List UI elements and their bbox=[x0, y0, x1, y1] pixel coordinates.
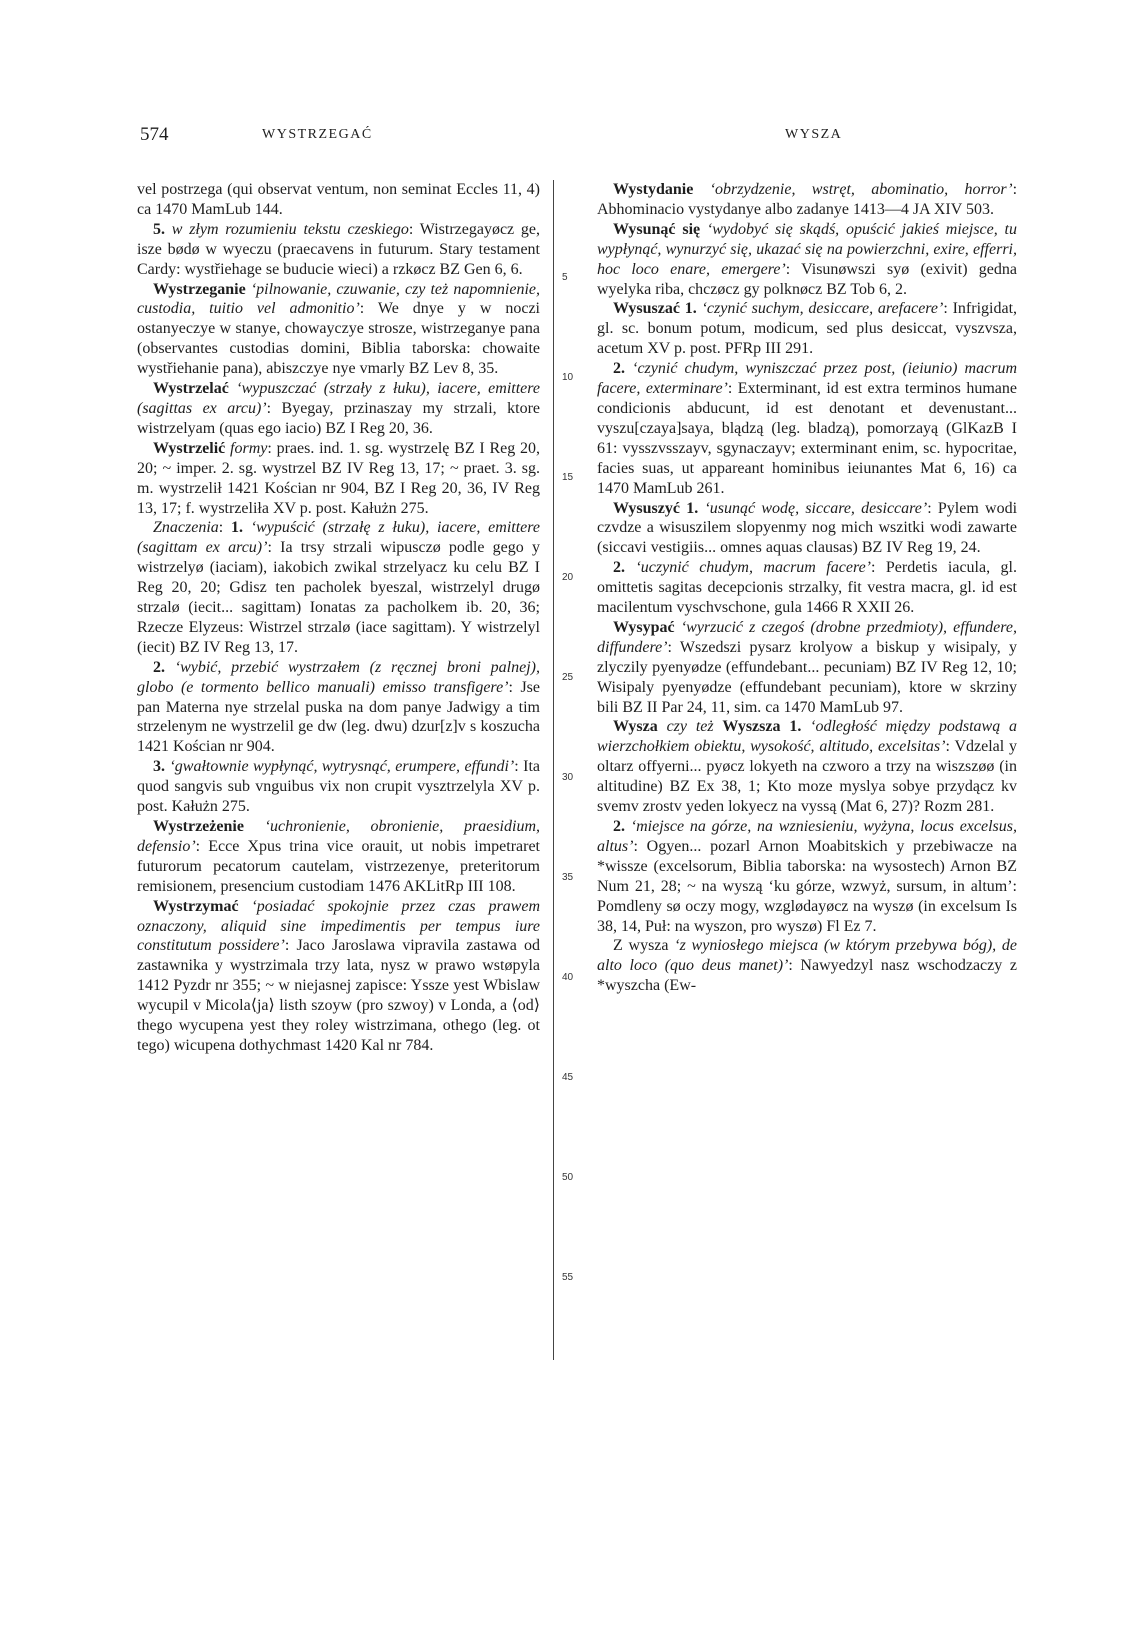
page-number: 574 bbox=[140, 124, 169, 145]
line-number-gutter bbox=[556, 180, 584, 1360]
definition: ‘usunąć wodę, siccare, desiccare’ bbox=[704, 499, 928, 517]
headword: Wysypać bbox=[613, 618, 675, 636]
sense-paragraph: 2. ‘miejsce na górze, na wzniesieniu, wyżyna, locus excelsus, altus’: Ogyen... pozarl Arnon Moabitskich y przebiwacze na *wissze (excelsorum, Biblia taborska: na wysostech) Arnon BZ Num 21, 28; ~ na wyszą ‘ku górze, wzwyż, sursum, in altum’: Pomdleny sø oczy mogy, wzglødayøcz na wyszø (in excelsum Is 38, 14, Puł: na wyszon, pro wyszø) Fl Ez 7. bbox=[597, 818, 1018, 935]
entry-wystrzelac: Wystrzelać ‘wypuszczać (strzały z łuku), iacere, emittere (sagittas ex arcu)’: Byegay, przinaszay my strzali, ktore wistrzelyam (quas ego iacio) BZ I Reg 20, 36. bbox=[137, 380, 541, 437]
line-number: 45 bbox=[562, 1072, 574, 1083]
line-number: 35 bbox=[562, 872, 574, 883]
line-number: 30 bbox=[562, 772, 574, 783]
entry-wysunac-sie: Wysunąć się ‘wydobyć się skądś, opuścić jakieś miejsce, tu wypłynąć, wynurzyć się, ukazać się na powierzchni, exire, efferri, hoc loco enare, emergere’: Visunøwszi syø (exivit) gedna wyelyka riba, chczøcz gy polknøcz BZ Tob 6, 2. bbox=[597, 220, 1017, 298]
line-number: 40 bbox=[562, 972, 574, 983]
headword: Wystydanie bbox=[613, 181, 694, 198]
entry-wysza: Wysza czy też Wyszsza 1. ‘odległość między podstawą a wierzchołkiem obiektu, wysokość, altitudo, excelsitas’: Vdzelal y oltarz offyerni... pyøcz lokyeth na czworo a trzy na wiszszøø (in altitudine) BZ Ex 38, 1; Kto moze myslya sobye przydącz kv svemv zrostv yeden lokyecz na vyssą (Mat 6, 27)? Rozm 281. bbox=[597, 718, 1018, 816]
guide-word-left: WYSTRZEGAĆ bbox=[262, 127, 373, 142]
definition: ‘wypuszczać (strzały z łuku), iacere, emittere (sagittas ex arcu)’ bbox=[137, 380, 541, 417]
definition: ‘pilnowanie, czuwanie, czy też napomnienie, custodia, tuitio vel admonitio’ bbox=[137, 280, 540, 318]
sense-paragraph: 2. ‘wybić, przebić wystrzałem (z ręcznej broni palnej), globo (e tormento bellico manuali) emisso transfigere’: Jse pan Materna nye strzelal puska na dom panye Jadwigy a tim strzelenym ne wystrzelil ge dw (leg. dwu) dzur[z]v s koszucha 1421 Kościan nr 904. bbox=[137, 658, 541, 756]
line-number: 55 bbox=[562, 1272, 574, 1283]
sense-paragraph: 3. ‘gwałtownie wypłynąć, wytrysnąć, erumpere, effundi’: Ita quod sangvis sub vnguibus vix non crupit vysztrzelyla XV p. post. Kałużn 275. bbox=[137, 758, 541, 816]
headword: Wystrzymać bbox=[153, 897, 239, 915]
sense-paragraph: 2. ‘uczynić chudym, macrum facere’: Perdetis iacula, gl. omittetis sagitas decepcionis strzalky, fit vestra macra, gl. id est macilentum vyschvschone, gula 1466 R XXII 26. bbox=[597, 559, 1017, 617]
definition: ‘czynić suchym, desiccare, arefacere’ bbox=[701, 300, 944, 318]
definition: ‘wyrzucić z czegoś (drobne przedmioty), effundere, diffundere’ bbox=[597, 618, 1018, 656]
line-number: 50 bbox=[562, 1172, 574, 1183]
entry-wysuszyc: Wysuszyć 1. ‘usunąć wodę, siccare, desiccare’: Pylem wodi czvdze a wisuszilem slopyenmy nog mich wszitki wodi zawarte (siccavi vestigiis... omnes aquas clausas) BZ IV Reg 19, 24. bbox=[597, 499, 1018, 557]
headword: Wystrzeganie bbox=[153, 280, 246, 298]
entry-wysuszac: Wysuszać 1. ‘czynić suchym, desiccare, arefacere’: Infrigidat, gl. sc. bonum potum, modicum, sed plus desiccat, vyszvsza, acetum XV p. post. PFRp III 291. bbox=[597, 300, 1018, 358]
line-number: 5 bbox=[562, 272, 568, 283]
line-number: 10 bbox=[562, 372, 574, 383]
entry-wystydanie: Wystydanie ‘obrzydzenie, wstręt, abominatio, horror’: Abhominacio vystydanye albo zadanye 1413—4 JA XIV 503. bbox=[597, 181, 1018, 218]
line-number: 15 bbox=[562, 472, 574, 483]
entry-wystrzezenie: Wystrzeżenie ‘uchronienie, obronienie, praesidium, defensio’: Ecce Xpus trina vice orauit, ut nobis impetraret futurorum pecatorum cautelam, vistrzezenye, preteritorum remisionem, presencium custodiam 1476 AKLitRp III 108. bbox=[137, 818, 540, 895]
sense-paragraph: 5. w złym rozumieniu tekstu czeskiego: Wistrzegayøcz ge, isze bødø w wyeczu (praecavens in futurum. Stary testament Cardy: wystřiehage se buducie wieci) a rzkøcz BZ Gen 6, 6. bbox=[137, 220, 541, 278]
headword: Wysuszać bbox=[613, 300, 680, 318]
definition: ‘uchronienie, obronienie, praesidium, defensio’ bbox=[137, 818, 540, 855]
entry-wystrzymac: Wystrzymać ‘posiadać spokojnie przez czas prawem oznaczony, aliquid sine impedimentis per tempus iure constitutum possidere’: Jaco Jaroslawa vipravila zastawa od zastawnika y wystrzimala trzy lata, nysz w prawo wstøpyla 1412 Pyzdr nr 355; ~ w niejasnej zapisce: Yssze yest Wbislaw wycupil v Micola⟨ja⟩ listh szoyw (pro szwoy) v Londa, a ⟨od⟩ thego wycupena yest they roley wistrzimana, othego (leg. ot tego) wicupena dothychmast 1420 Kal nr 784. bbox=[137, 897, 541, 1054]
headword: Wysuszyć bbox=[613, 499, 680, 517]
right-column bbox=[597, 180, 1017, 996]
entry-wystrzeganie: Wystrzeganie ‘pilnowanie, czuwanie, czy też napomnienie, custodia, tuitio vel admonitio’: We dnye y w noczi ostanyeczye w stanye, chowayczye strosze, wistrzeganye pana (observantes custodias domini, Biblia taborska: chowaite wystřiehanie pana), abiszczye nye vmarly BZ Lev 8, 35. bbox=[137, 280, 540, 378]
phrase-z-wysza: Z wysza ‘z wyniosłego miejsca (w którym przebywa bóg), de alto loco (quo deus manet)’: Nawyedzyl nasz wschodzaczy z *wyszcha (Ew- bbox=[597, 937, 1018, 995]
guide-word-right: WYSZA bbox=[785, 127, 843, 142]
sense-paragraph: 2. ‘czynić chudym, wyniszczać przez post, (ieiunio) macrum facere, exterminare’: Exterminant, id est extra terminos humane condicionis abducunt, id est denotant et devenustant... vyszu[czaya]saya, blądzą (leg. bladzą), pomorzayą (GlKazB I 61: vysszvsszayv, sgynaczayv; exterminant enim, sc. hypocritae, facies suas, ut appareant hominibus ieiunantes Mat 6, 16) ca 1470 MamLub 261. bbox=[597, 360, 1018, 497]
headword-variant: Wyszsza bbox=[722, 718, 781, 736]
entry-wystrzelic: Wystrzelić formy: praes. ind. 1. sg. wystrzelę BZ I Reg 20, 20; ~ imper. 2. sg. wystrzel BZ IV Reg 13, 17; ~ praet. 3. sg. m. wystrzelił 1421 Kościan nr 904, BZ I Reg 20, 36, IV Reg 13, 17; f. wystrzeliła XV p. post. Kałużn 275. bbox=[137, 439, 541, 517]
headword: Wystrzelić bbox=[153, 439, 226, 457]
headword: Wysunąć się bbox=[613, 220, 701, 238]
left-column bbox=[137, 180, 540, 1056]
headword: Wystrzelać bbox=[153, 380, 229, 398]
headword: Wysza bbox=[613, 718, 658, 736]
entry-continuation: vel postrzega (qui observat ventum, non seminat Eccles 11, 4) ca 1470 MamLub 144. bbox=[137, 181, 540, 218]
definition: ‘posiadać spokojnie przez czas prawem oznaczony, aliquid sine impedimentis per tempus iure constitutum possidere’ bbox=[137, 897, 541, 955]
line-number: 20 bbox=[562, 572, 574, 583]
sense-paragraph: Znaczenia: 1. ‘wypuścić (strzałę z łuku), iacere, emittere (sagittam ex arcu)’: Ia trsy strzali wipusczø podle gego y wistrzelyø (iaciam), iakobich zwikal strzelyacz ku celu BZ I Reg 20, 20; Gdisz ten pacholek byeszal, wistrzelyl drugø strzalø (iecit... sagittam) Ionatas za pacholkem ib. 20, 36; Rzecze Elyzeus: Wistrzel strzalø (iace sagittam). Y wistrzelyl (iecit) BZ IV Reg 13, 17. bbox=[137, 519, 540, 656]
headword: Wystrzeżenie bbox=[153, 818, 244, 835]
definition: ‘odległość między podstawą a wierzchołkiem obiektu, wysokość, altitudo, excelsitas’ bbox=[597, 718, 1018, 756]
running-header bbox=[0, 124, 1145, 154]
line-number: 25 bbox=[562, 672, 574, 683]
entry-wysypac: Wysypać ‘wyrzucić z czegoś (drobne przedmioty), effundere, diffundere’: Wszedszi pysarz krolyow a biskup y wisipaly, y zlyczily pyenyødze (effundebant... pecuniam) BZ IV Reg 12, 10; Wisipaly pyenyødze (effundebant pecuniam), ktore w skrziny bili BZ II Par 24, 11, sim. ca 1470 MamLub 97. bbox=[597, 618, 1018, 716]
definition: ‘obrzydzenie, wstręt, abominatio, horror’ bbox=[709, 181, 1013, 198]
column-divider bbox=[553, 180, 554, 1360]
definition: ‘wydobyć się skądś, opuścić jakieś miejsce, tu wypłynąć, wynurzyć się, ukazać się na powierzchni, exire, efferri, hoc loco enare, emergere’ bbox=[597, 220, 1017, 278]
